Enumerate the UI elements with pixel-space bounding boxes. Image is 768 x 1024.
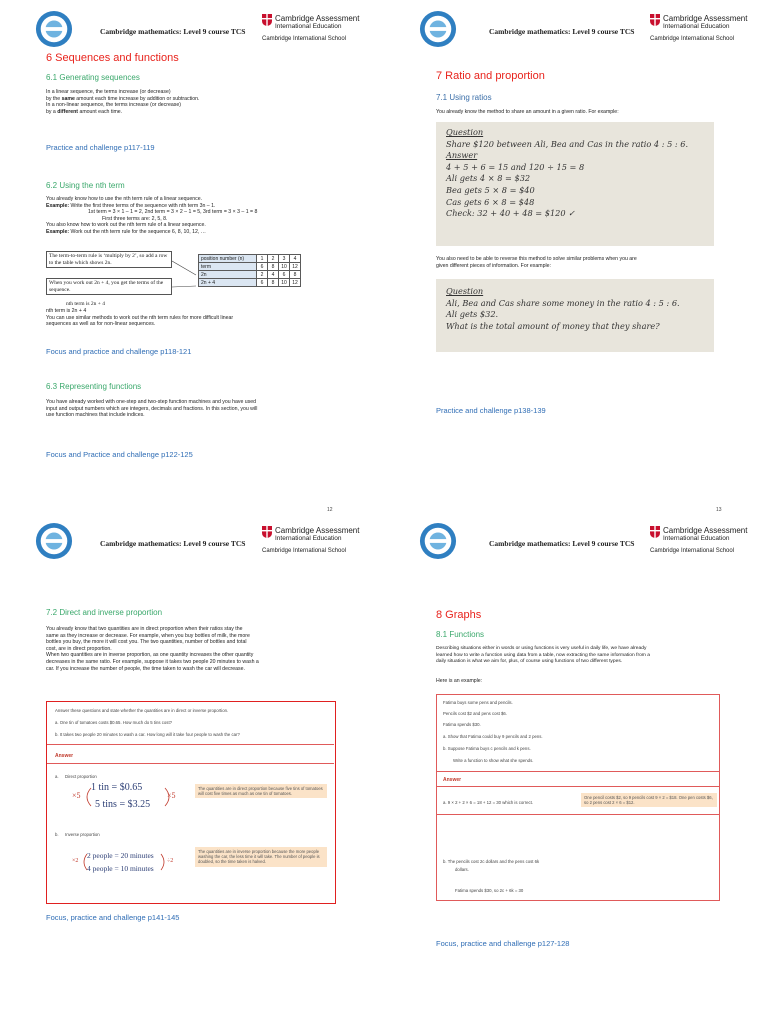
page-number: 12	[327, 507, 333, 512]
answer-a: a. 9 × 2 + 2 × 6 = 18 + 12 = 30 which is correct.	[443, 800, 534, 805]
s62-link[interactable]: Focus and practice and challenge p118-121	[46, 347, 192, 356]
chapter-title: 7 Ratio and proportion	[436, 70, 545, 82]
section-title: 7.2 Direct and inverse proportion	[46, 608, 163, 617]
school-logo-icon	[35, 10, 73, 48]
brand-line3: Cambridge International School	[650, 548, 735, 554]
divider	[47, 763, 334, 764]
question-b-2: Write a function to show what she spends.	[453, 758, 534, 763]
math-line-2: 5 tins = $3.25	[95, 799, 151, 810]
answer-b-label: b.	[55, 832, 59, 837]
s61-link[interactable]: Practice and challenge p117-119	[46, 143, 155, 152]
doc-title: Cambridge mathematics: Level 9 course TCS	[100, 27, 246, 36]
example-line: Fatima spends $30.	[443, 722, 481, 727]
s81-link[interactable]: Focus, practice and challenge p127-128	[436, 939, 570, 948]
chapter-title: 6 Sequences and functions	[46, 52, 179, 64]
table-row: position number (n) 1 2 3 4	[199, 255, 301, 263]
bracket-arrows-icon	[81, 852, 167, 872]
arrow-icon	[172, 256, 198, 294]
callout-rule: The term-to-term rule is ‘multiply by 2’, so add a row to the table which shows 2n.	[46, 251, 172, 268]
doc-title: Cambridge mathematics: Level 9 course TCS	[100, 539, 246, 548]
math-line-3: 2 people = 20 minutes	[87, 851, 154, 860]
s81-text: Describing situations either in words or using functions is very useful in daily life, we have already learned how to write a function using data from a table, now extracting the same information from a daily situation is what we aim for, plus, of course using functions of two different types.	[436, 646, 650, 665]
page-15	[384, 512, 768, 1024]
math-line-4: 4 people = 10 minutes	[87, 864, 154, 873]
brand-line1: Cambridge Assessment	[663, 14, 748, 23]
cambridge-shield-icon	[262, 526, 272, 538]
answer-b-2: dollars.	[455, 867, 469, 872]
s63-link[interactable]: Focus and Practice and challenge p122-125	[46, 450, 193, 459]
worked-example-box	[46, 701, 336, 904]
answer-b-text: Inverse proportion	[65, 832, 100, 837]
table-row: term 6 8 10 12	[199, 263, 301, 271]
s62-text-2: nth term is 2n + 4 You can use similar methods to work out the nth term rules for more difficult linear sequences as well as for non-linear sequences.	[46, 308, 234, 328]
brand-line2: International Education	[275, 23, 342, 30]
question-b: b. It takes two people 20 minutes to wash a car. How long will it take four people to wash the car?	[55, 732, 240, 737]
s71-reverse: You also need to be able to reverse this method to solve similar problems when you are given different pieces of information. For example:	[436, 256, 637, 269]
callout-result: When you work out 2n + 4, you get the terms of the sequence.	[46, 278, 172, 295]
answer-b-1: b. The pencils cost 2c dollars and the pens cost 6k	[443, 859, 540, 864]
brand-line1: Cambridge Assessment	[275, 14, 360, 23]
page-12	[0, 0, 384, 512]
brand-line3: Cambridge International School	[650, 36, 735, 42]
school-logo-icon	[35, 522, 73, 560]
box-intro: Answer these questions and state whether the quantities are in direct or inverse proportion.	[55, 708, 229, 713]
math-line-1: 1 tin = $0.65	[91, 782, 143, 793]
question-b: b. Suppose Fatima buys c pencils and k pens.	[443, 746, 531, 751]
divider	[437, 786, 720, 787]
handwritten-example-1: Question Share $120 between Ali, Bea and Cas in the ratio 4 : 5 : 6. Answer 4 + 5 + 6 = 15 and 120 ÷ 15 = 8 Ali gets 4 × 8 = $32 Bea gets 5 × 8 = $40 Cas gets 6 × 8 = $48 Check: 32 + 40 + 48 = $120 ✓	[436, 122, 714, 246]
brand-line3: Cambridge International School	[262, 36, 347, 42]
question-a: a. Show that Fatima could buy 9 pencils and 2 pens.	[443, 734, 543, 739]
cambridge-shield-icon	[650, 14, 660, 26]
brand-line1: Cambridge Assessment	[663, 526, 748, 535]
example-line: Pencils cost $2 and pens cost $6.	[443, 711, 508, 716]
table-row: 2n + 4 6 8 10 12	[199, 279, 301, 287]
cambridge-shield-icon	[262, 14, 272, 26]
example-line: Fatima buys some pens and pencils.	[443, 700, 513, 705]
section-title: 6.3 Representing functions	[46, 382, 142, 391]
worked-example-box	[436, 694, 720, 815]
chapter-title: 8 Graphs	[436, 609, 482, 621]
s71-link[interactable]: Practice and challenge p138-139	[436, 406, 546, 415]
answer-a-label: a.	[55, 774, 59, 779]
page-13	[384, 0, 768, 512]
table-row: 2n 2 4 6 8	[199, 271, 301, 279]
note-a: One pencil costs $2, so 9 pencils cost 9 × 2 = $18. One pen costs $6, so 2 pens cost 2 × 6 = $12.	[581, 793, 717, 807]
note-b: The quantities are in inverse proportion because the more people washing the car, the less time it will take. The number of people is doubled, so the time taken is halved.	[195, 847, 327, 867]
section-title: 8.1 Functions	[436, 630, 485, 639]
section-title: 6.2 Using the nth term	[46, 181, 125, 190]
s72-text: You already know that two quantities are in direct proportion when their ratios stay the same as they increase or decrease. For example, when you buy bottles of milk, the more bottles you buy, the more it will cost you. The two quantities, number of bottles and total cost, are in direct proportion. When two quantities are in inverse proportion, as one quantity increases the other quantity decreases in the same ratio. For example, suppose it takes two people 20 minutes to wash a car. If you increase the number of people, the time taken to wash the car will decrease.	[46, 626, 259, 672]
answer-b-3: Fatima spends $30, so 2c + 6k = 30	[455, 888, 524, 893]
school-logo-icon	[419, 10, 457, 48]
brand-line2: International Education	[275, 535, 342, 542]
s62-text: You already know how to use the nth term rule of a linear sequence. Example: Write the first three terms of the sequence with nth term 3n – 1. 1st term = 3 × 1 – 1 = 2, 2nd term = 3 × 2 – 1 = 5, 3rd term = 3 × 3 – 1 = 8 First three terms are: 2, 5, 8. You also know how to work out the nth term rule of a linear sequence. Example: Work out the nth term rule for the sequence 6, 8, 10, 12, …	[46, 196, 258, 235]
s72-link[interactable]: Focus, practice and challenge p141-145	[46, 913, 180, 922]
brand-line2: International Education	[663, 23, 730, 30]
nth-term-hand: nth term is 2n + 4	[66, 301, 106, 307]
brand-line3: Cambridge International School	[262, 548, 347, 554]
brand-line2: International Education	[663, 535, 730, 542]
worked-example-box-cont	[436, 815, 720, 901]
page-14	[0, 512, 384, 1024]
multiplier-left-2: ×2	[72, 858, 79, 864]
answer-label: Answer	[443, 777, 462, 783]
answer-a-text: Direct proportion	[65, 774, 97, 779]
bracket-arrows-icon	[83, 786, 173, 808]
section-title: 6.1 Generating sequences	[46, 73, 140, 82]
question-a: a. One tin of tomatoes costs $0.65. How much do 5 tins cost?	[55, 720, 173, 725]
divider	[437, 771, 720, 772]
page-number: 13	[716, 507, 722, 512]
brand-line1: Cambridge Assessment	[275, 526, 360, 535]
school-logo-icon	[419, 522, 457, 560]
divider-right-2: ÷2	[167, 858, 174, 864]
note-a: The quantities are in direct proportion because five tins of tomatoes will cost five times as much as one tin of tomatoes.	[195, 784, 327, 798]
divider	[47, 744, 334, 745]
doc-title: Cambridge mathematics: Level 9 course TCS	[489, 539, 635, 548]
cambridge-shield-icon	[650, 526, 660, 538]
s63-text: You have already worked with one-step and two-step function machines and you have used input and output numbers which are integers, decimals and fractions. In this section, you will use function machines that include indices.	[46, 399, 258, 419]
s81-here: Here is an example:	[436, 678, 483, 684]
section-title: 7.1 Using ratios	[436, 93, 492, 102]
multiplier-left: ×5	[72, 791, 81, 800]
s71-intro: You already know the method to share an amount in a given ratio. For example:	[436, 109, 619, 115]
handwritten-example-2: Question Ali, Bea and Cas share some money in the ratio 4 : 5 : 6. Ali gets $32. What is the total amount of money that they share?	[436, 279, 714, 352]
sequence-table	[198, 254, 301, 287]
s61-text: In a linear sequence, the terms increase (or decrease) by the same amount each time increase by addition or subtraction. In a non-linear sequence, the terms increase (or decrease) by a different amount each time.	[46, 89, 200, 115]
answer-label: Answer	[55, 753, 74, 759]
doc-title: Cambridge mathematics: Level 9 course TCS	[489, 27, 635, 36]
multiplier-right: ×5	[167, 791, 176, 800]
